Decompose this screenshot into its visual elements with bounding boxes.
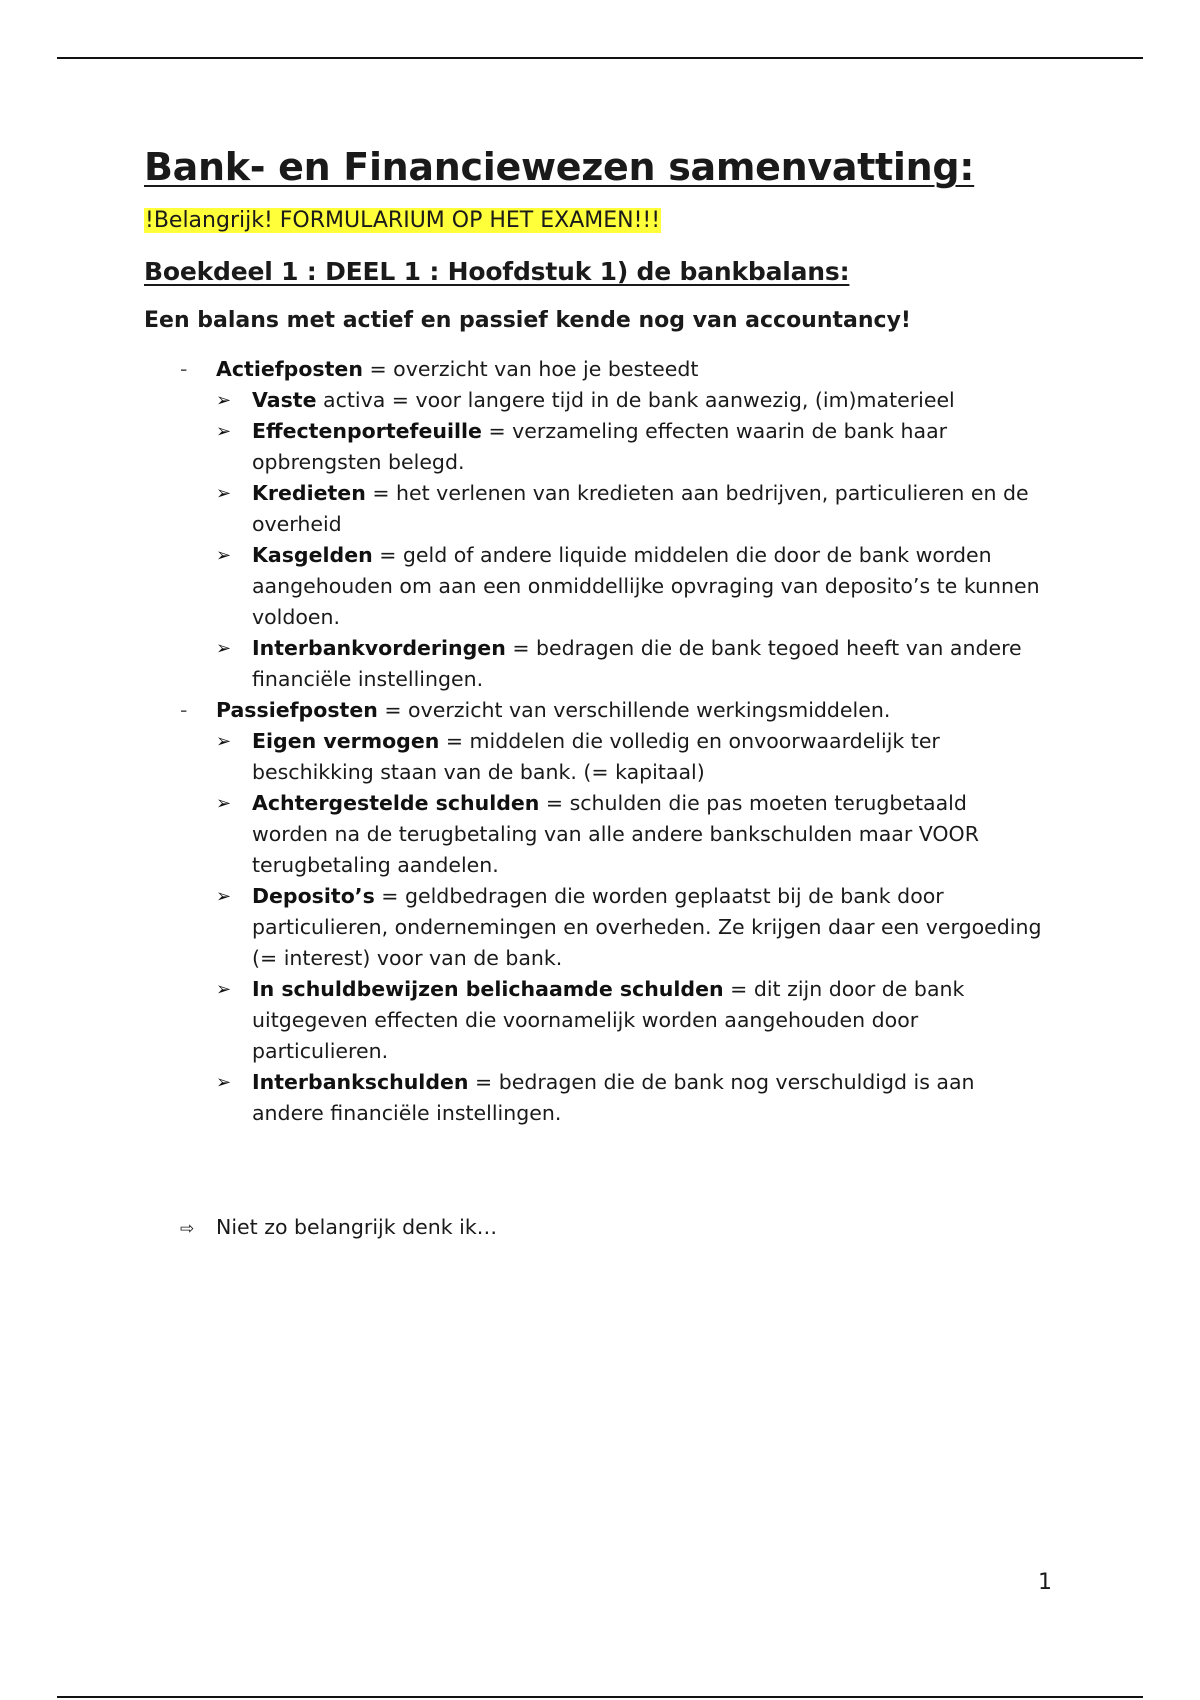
list-item-actiefposten bbox=[144, 354, 1044, 695]
description: = bedragen die de bank nog verschuldigd is aan andere financiële instellingen. bbox=[252, 1070, 975, 1125]
term: Achtergestelde schulden bbox=[252, 791, 540, 815]
arrow-bullet-icon: ➢ bbox=[216, 545, 232, 566]
arrow-bullet-icon: ➢ bbox=[216, 793, 232, 814]
subheading: Een balans met actief en passief kende nog van accountancy! bbox=[144, 308, 911, 333]
highlight-text: !Belangrijk! FORMULARIUM OP HET EXAMEN!!! bbox=[145, 208, 661, 233]
arrow-bullet-icon: ➢ bbox=[216, 731, 232, 752]
arrow-bullet-icon: ➢ bbox=[216, 390, 232, 411]
document-body bbox=[144, 140, 1044, 1129]
list-item bbox=[216, 633, 1044, 695]
sublist-actiefposten bbox=[216, 385, 1044, 695]
description: = overzicht van hoe je besteedt bbox=[362, 357, 699, 381]
sublist-passiefposten bbox=[216, 726, 1044, 1129]
description: = schulden die pas moeten terugbetaald worden na de terugbetaling van alle andere bankschulden maar VOOR terugbetaling aandelen. bbox=[252, 791, 979, 877]
balance-list bbox=[144, 354, 1044, 1129]
list-item-passiefposten bbox=[144, 695, 1044, 1129]
term: Eigen vermogen bbox=[252, 729, 440, 753]
dash-bullet: - bbox=[180, 357, 188, 381]
description: = geld of andere liquide middelen die door de bank worden aangehouden om aan een onmiddellijke opvraging van deposito’s te kunnen voldoen. bbox=[252, 543, 1040, 629]
hollow-arrow-icon: ⇨ bbox=[180, 1219, 195, 1239]
arrow-bullet-icon: ➢ bbox=[216, 979, 232, 1000]
description: = dit zijn door de bank uitgegeven effecten die voornamelijk worden aangehouden door particulieren. bbox=[252, 977, 965, 1063]
list-item bbox=[216, 1067, 1044, 1129]
description: = middelen die volledig en onvoorwaardelijk ter beschikking staan van de bank. (= kapitaal) bbox=[252, 729, 940, 784]
term: Deposito’s bbox=[252, 884, 375, 908]
arrow-bullet-icon: ➢ bbox=[216, 638, 232, 659]
description: activa = voor langere tijd in de bank aanwezig, (im)materieel bbox=[316, 388, 955, 412]
list-item bbox=[216, 540, 1044, 633]
arrow-bullet-icon: ➢ bbox=[216, 1072, 232, 1093]
list-item bbox=[216, 385, 1044, 416]
list-item bbox=[216, 881, 1044, 974]
term: Kasgelden bbox=[252, 543, 373, 567]
description: = geldbedragen die worden geplaatst bij de bank door particulieren, ondernemingen en overheden. Ze krijgen daar een vergoeding (= interest) voor van de bank. bbox=[252, 884, 1042, 970]
term: Interbankschulden bbox=[252, 1070, 469, 1094]
note-text: Niet zo belangrijk denk ik… bbox=[216, 1215, 498, 1239]
section-heading: Boekdeel 1 : DEEL 1 : Hoofdstuk 1) de bankbalans: bbox=[144, 257, 850, 286]
document-title: Bank- en Financiewezen samenvatting: bbox=[144, 145, 975, 189]
header-rule bbox=[57, 57, 1143, 59]
term: Interbankvorderingen bbox=[252, 636, 506, 660]
highlight-notice bbox=[144, 206, 1044, 236]
term: Effectenportefeuille bbox=[252, 419, 482, 443]
description: = bedragen die de bank tegoed heeft van andere financiële instellingen. bbox=[252, 636, 1022, 691]
description: = overzicht van verschillende werkingsmiddelen. bbox=[377, 698, 891, 722]
list-item bbox=[216, 478, 1044, 540]
term: Passiefposten bbox=[216, 698, 378, 722]
term: Vaste bbox=[252, 388, 317, 412]
description: = verzameling effecten waarin de bank haar opbrengsten belegd. bbox=[252, 419, 948, 474]
term: In schuldbewijzen belichaamde schulden bbox=[252, 977, 724, 1001]
arrow-bullet-icon: ➢ bbox=[216, 421, 232, 442]
dash-bullet: - bbox=[180, 698, 188, 722]
term: Actiefposten bbox=[216, 357, 363, 381]
list-item bbox=[216, 974, 1044, 1067]
list-item bbox=[216, 416, 1044, 478]
side-note bbox=[180, 1212, 497, 1245]
arrow-bullet-icon: ➢ bbox=[216, 483, 232, 504]
term: Kredieten bbox=[252, 481, 366, 505]
arrow-bullet-icon: ➢ bbox=[216, 886, 232, 907]
page-number: 1 bbox=[1038, 1570, 1052, 1595]
description: = het verlenen van kredieten aan bedrijven, particulieren en de overheid bbox=[252, 481, 1029, 536]
footer-rule bbox=[57, 1696, 1143, 1698]
list-item bbox=[216, 726, 1044, 788]
list-item bbox=[216, 788, 1044, 881]
